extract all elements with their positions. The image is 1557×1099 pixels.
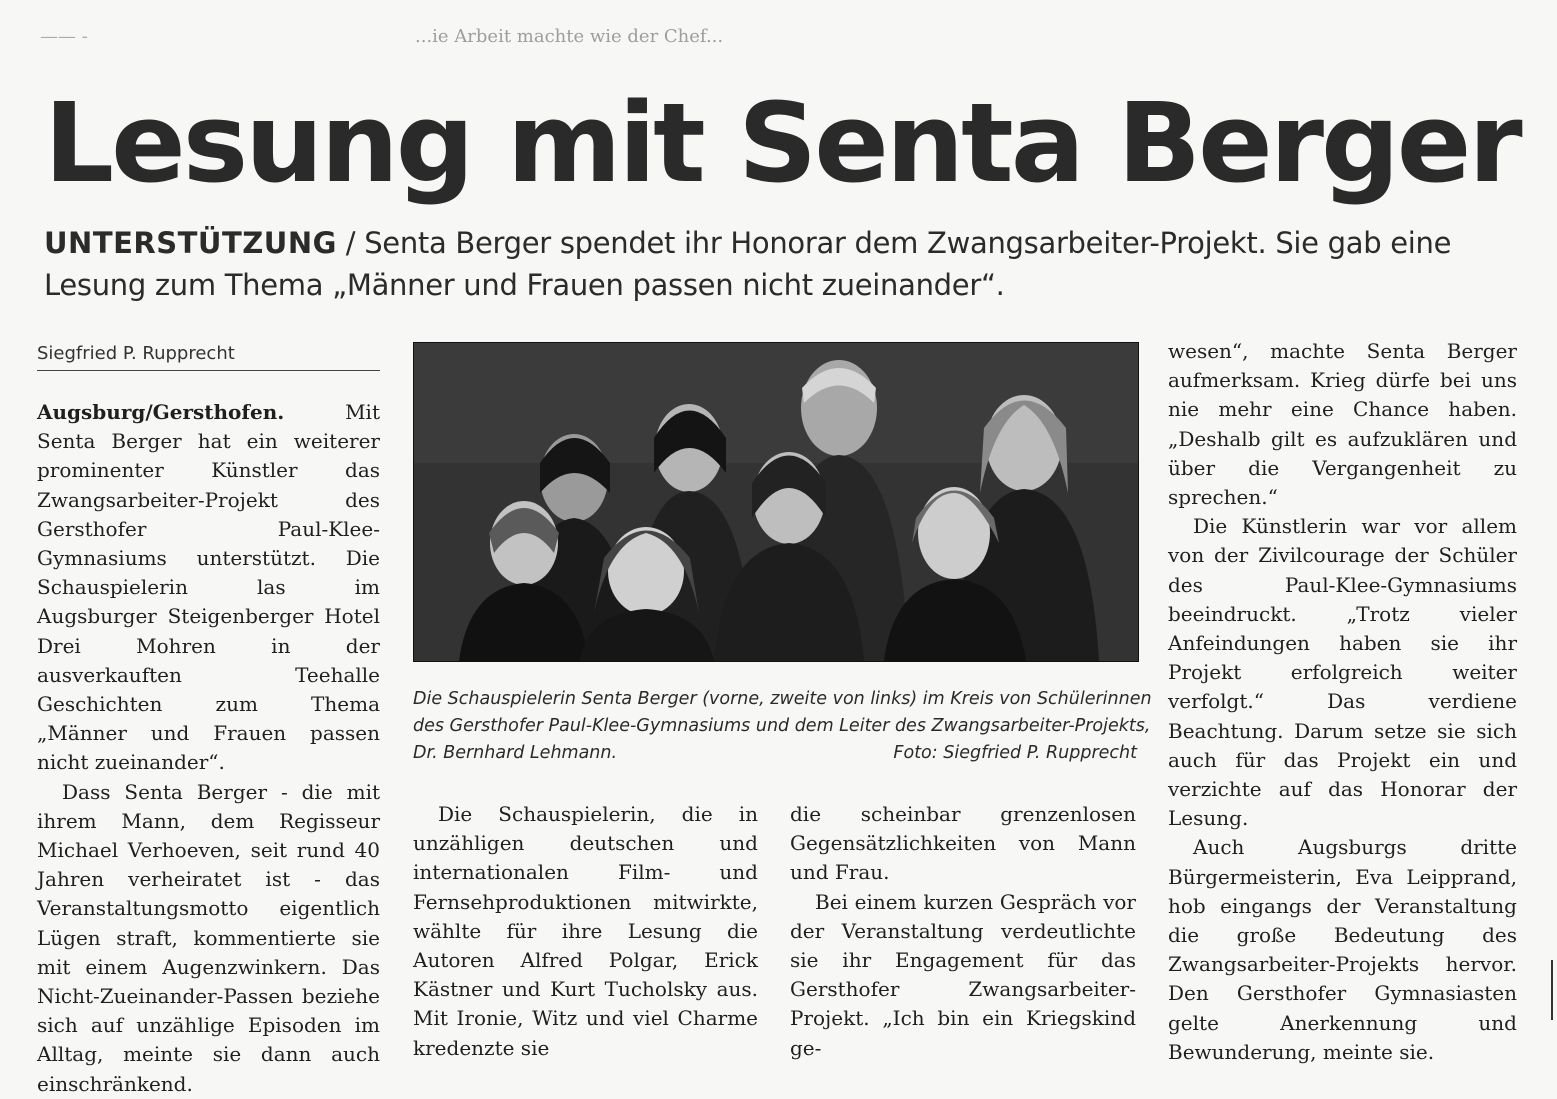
cut-off-top-text [40, 26, 1520, 48]
page-edge-rule [1551, 960, 1553, 1020]
article-column-4 [1168, 337, 1517, 1067]
paragraph: wesen“, machte Senta Berger aufmerksam. Krieg dürfe bei uns nie mehr eine Chance haben. „Deshalb gilt es aufzuklären und über die Vergangenheit zu sprechen.“ [1168, 339, 1517, 510]
article-column-2 [413, 800, 758, 1063]
paragraph [37, 398, 380, 778]
paragraph-text: Mit Senta Berger hat ein weiterer prominenter Künstler das Zwangsarbeiter-Projekt des Gersthofer Paul-Klee-Gymnasiums unterstützt. Die Schauspielerin las im Augsburger Steigenberger Hotel Drei Mohren in der ausverkauften Teehalle Geschichten zum Thema „Männer und Frauen passen nicht zueinander“. [37, 400, 380, 775]
headline: Lesung mit Senta Berger [44, 79, 1520, 207]
caption-line-2: des Gersthofer Paul-Klee-Gymnasiums und dem Leiter des Zwangsarbeiter-Projekts, [413, 716, 1151, 736]
paragraph: Auch Augsburgs dritte Bürgermeisterin, Eva Leipprand, hob eingangs der Veranstaltung die große Bedeutung des Zwangsarbeiter-Projekts hervor. Den Gersthofer Gymnasiasten gelte Anerkennung und Bewunderung, meinte sie. [1168, 835, 1517, 1064]
dateline: Augsburg/Gersthofen. [37, 400, 285, 424]
caption-line-1: Die Schauspielerin Senta Berger (vorne, zweite von links) im Kreis von Schülerinnen [413, 689, 1152, 709]
paragraph: Die Schauspielerin, die in unzähligen deutschen und internationalen Film- und Fernsehproduktionen mitwirkte, wählte für ihre Lesung die Autoren Alfred Polgar, Erick Kästner und Kurt Tucholsky aus. Mit Ironie, Witz und viel Charme kredenzte sie [413, 802, 758, 1060]
group-photo [413, 342, 1139, 662]
cut-off-left-fragment: —— - [40, 26, 88, 47]
cut-off-center-fragment: ...ie Arbeit machte wie der Chef... [415, 26, 724, 47]
article-column-1 [37, 398, 380, 1099]
subhead-text: Senta Berger spendet ihr Honorar dem Zwangsarbeiter-Projekt. Sie gab eine Lesung zum Thema „Männer und Frauen passen nicht zueinander“. [44, 226, 1452, 302]
paragraph: die scheinbar grenzenlosen Gegensätzlichkeiten von Mann und Frau. [790, 802, 1136, 885]
byline: Siegfried P. Rupprecht [37, 343, 380, 371]
paragraph: Die Künstlerin war vor allem von der Zivilcourage der Schüler des Paul-Klee-Gymnasiums beeindruckt. „Trotz vieler Anfeindungen haben sie ihr Projekt erfolgreich weiter verfolgt.“ Das verdiene Beachtung. Darum setze sie sich auch für das Projekt ein und verzichte auf das Honorar der Lesung. [1168, 514, 1517, 831]
caption-line-3: Dr. Bernhard Lehmann. [413, 743, 618, 763]
photo-caption [413, 686, 1152, 767]
kicker-separator: / [336, 226, 365, 260]
photo-illustration [414, 343, 1138, 661]
article-column-3 [790, 800, 1136, 1063]
paragraph: Dass Senta Berger - die mit ihrem Mann, dem Regisseur Michael Verhoeven, seit rund 40 Jahren verheiratet ist - das Veranstaltungsmotto eigentlich Lügen straft, kommentierte sie mit einem Augenzwinkern. Das Nicht-Zueinander-Passen beziehe sich auf unzählige Episoden im Alltag, meinte sie dann auch einschränkend. [37, 779, 380, 1096]
paragraph: Bei einem kurzen Gespräch vor der Veranstaltung verdeutlichte sie ihr Engagement für das Gersthofer Zwangsarbeiter-Projekt. „Ich bin ein Kriegskind ge- [790, 889, 1136, 1060]
photo-credit: Foto: Siegfried P. Rupprecht [893, 743, 1137, 763]
kicker: UNTERSTÜTZUNG [44, 226, 337, 260]
subheadline [44, 222, 1484, 306]
